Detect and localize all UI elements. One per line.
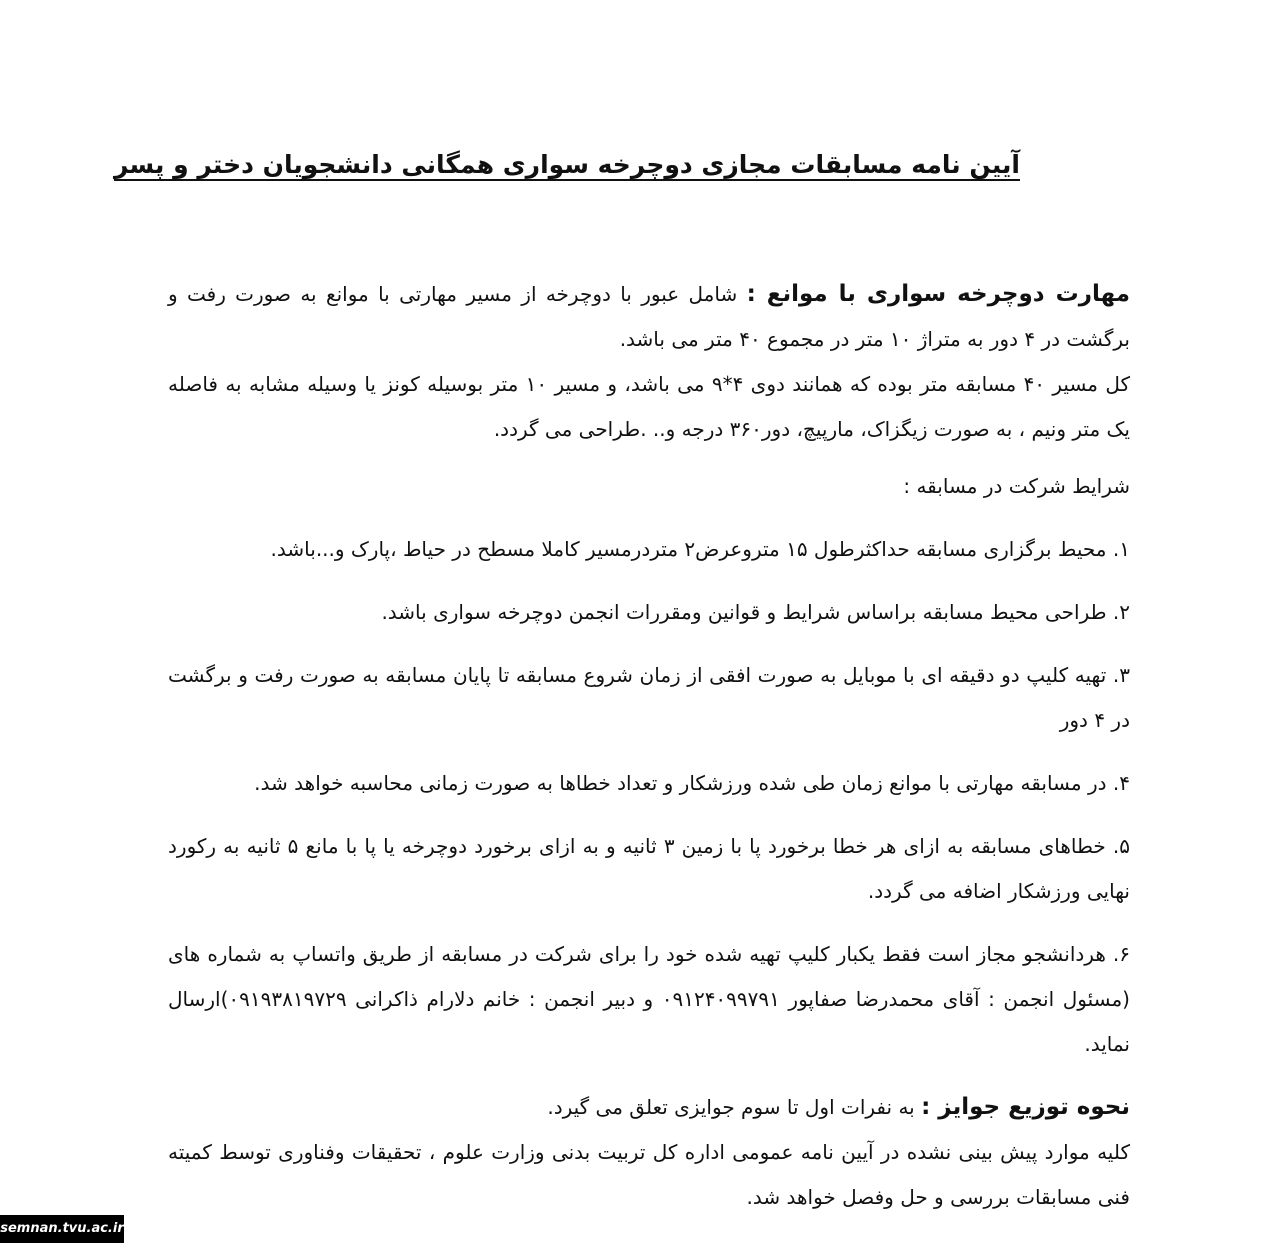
- document-title: آیین نامه مسابقات مجازی دوچرخه سواری همگانی دانشجویان دختر و پسر: [114, 150, 1020, 179]
- condition-item-5: ۵. خطاهای مسابقه به ازای هر خطا برخورد پا با زمین ۳ ثانیه و به ازای برخورد دوچرخه یا پا با مانع ۵ ثانیه به رکورد نهایی ورزشکار اضافه می گردد.: [168, 834, 1131, 903]
- closing-paragraph: کلیه موارد پیش بینی نشده در آیین نامه عمومی اداره کل تربیت بدنی وزارت علوم ، تحقیقات وفناوری توسط کمیته فنی مسابقات بررسی و حل وفصل خواهد شد.: [168, 1140, 1130, 1209]
- prizes-section: [168, 1085, 1130, 1130]
- condition-item-1: ۱. محیط برگزاری مسابقه حداکثرطول ۱۵ متروعرض۲ متردرمسیر کاملا مسطح در حیاط ،پارک و...باشد.: [270, 537, 1130, 561]
- course-description: کل مسیر ۴۰ مسابقه متر بوده که همانند دوی ۴*۹ می باشد، و مسیر ۱۰ متر بوسیله کونز یا وسیله مشابه به فاصله یک متر ونیم ، به صورت زیگزاک، مارپیچ، دور۳۶۰ درجه و.. .طراحی می گردد.: [168, 372, 1131, 441]
- prizes-text: به نفرات اول تا سوم جوایزی تعلق می گیرد.: [547, 1095, 922, 1119]
- section-skill: [168, 272, 1130, 362]
- section-skill-text: شامل عبور با دوچرخه از مسیر مهارتی با موانع به صورت رفت و برگشت در ۴ دور به متراژ ۱۰ متر در مجموع ۴۰ متر می باشد.: [168, 282, 1130, 351]
- condition-item-2: ۲. طراحی محیط مسابقه براساس شرایط و قوانین ومقررات انجمن دوچرخه سواری باشد.: [381, 600, 1130, 624]
- conditions-heading: شرایط شرکت در مسابقه :: [903, 474, 1130, 498]
- section-skill-heading: مهارت دوچرخه سواری با موانع :: [746, 281, 1131, 307]
- prizes-heading: نحوه توزیع جوایز :: [921, 1094, 1130, 1120]
- watermark-badge: semnan.tvu.ac.ir: [0, 1215, 124, 1243]
- condition-item-4: ۴. در مسابقه مهارتی با موانع زمان طی شده ورزشکار و تعداد خطاها به صورت زمانی محاسبه خواهد شد.: [254, 771, 1130, 795]
- condition-item-3: ۳. تهیه کلیپ دو دقیقه ای با موبایل به صورت افقی از زمان شروع مسابقه تا پایان مسابقه به صورت رفت و برگشت در ۴ دور: [168, 663, 1130, 732]
- condition-item-6: ۶. هردانشجو مجاز است فقط یکبار کلیپ تهیه شده خود را برای شرکت در مسابقه از طریق واتساپ به شماره های (مسئول انجمن : آقای محمدرضا صفاپور ۰۹۱۲۴۰۹۹۷۹۱ و دبیر انجمن : خانم دلارام ذاکرانی ۰۹۱۹۳۸۱۹۷۲۹)ارسال نماید.: [168, 942, 1130, 1056]
- document-body: [168, 272, 1130, 1220]
